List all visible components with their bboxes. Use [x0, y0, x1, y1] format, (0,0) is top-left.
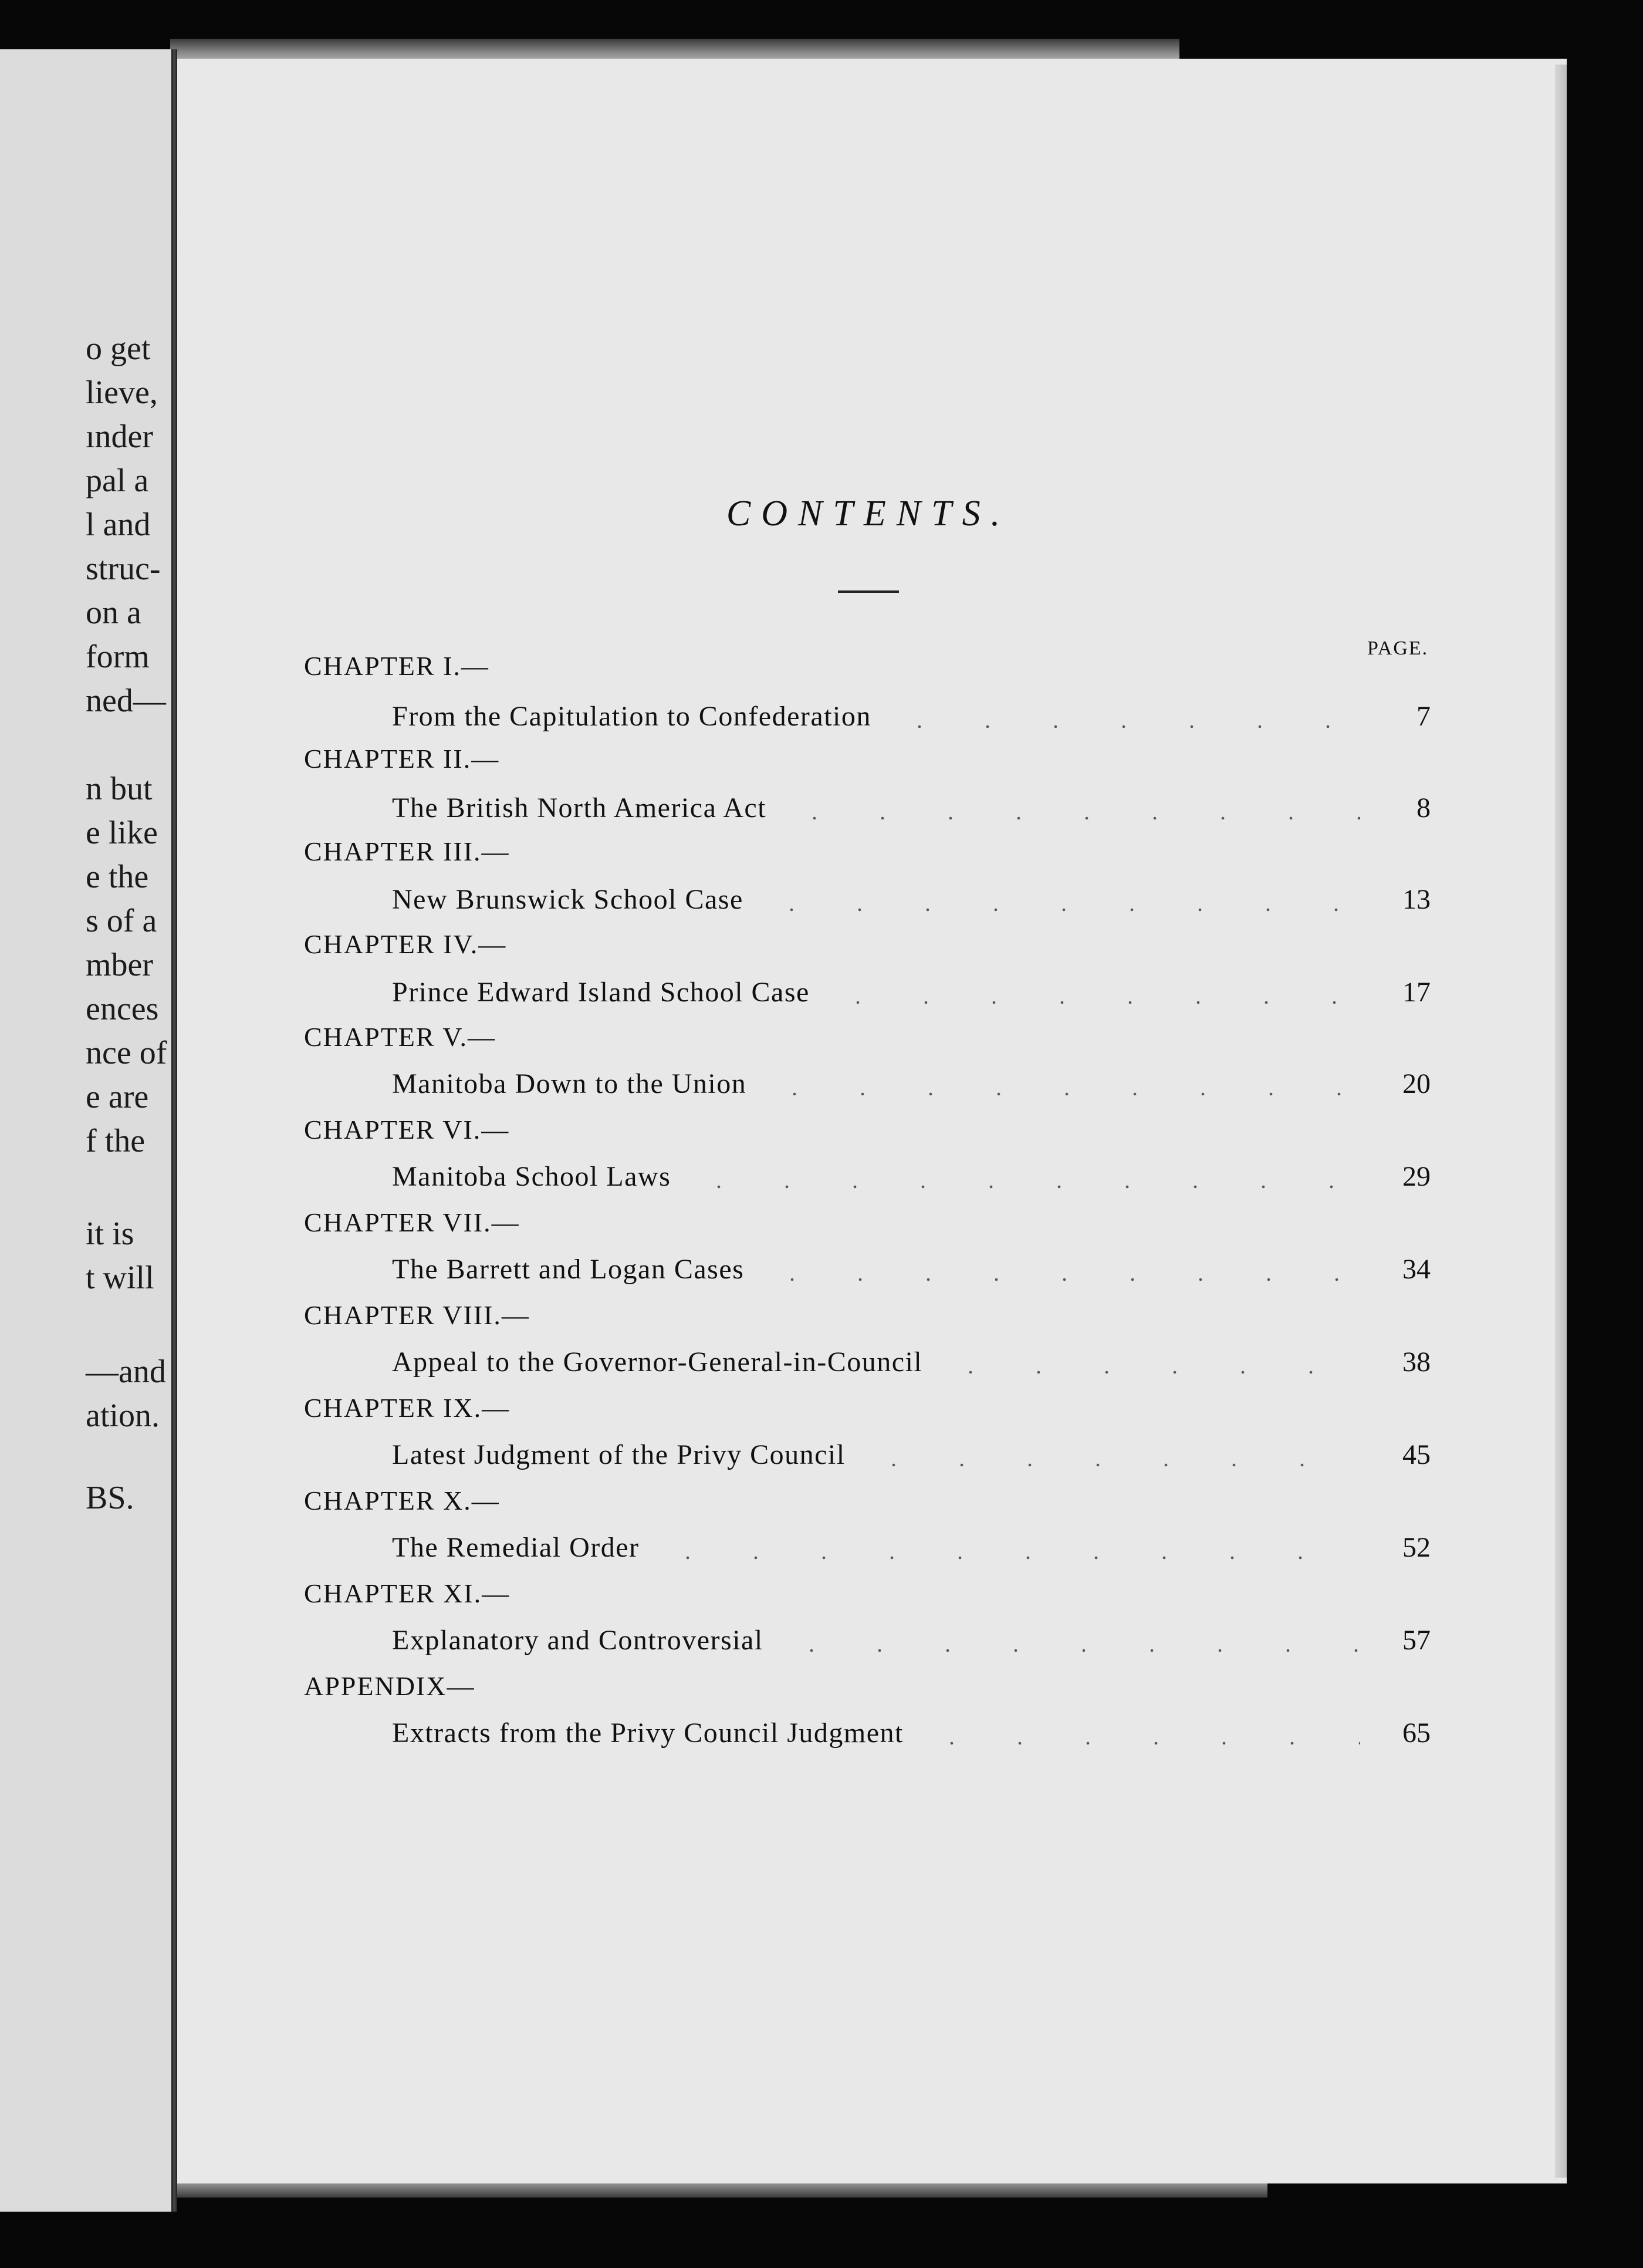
toc-entry: [392, 880, 1431, 916]
left-page-line: ınder: [86, 419, 154, 455]
left-page-line: o get: [86, 330, 151, 367]
heading-rule: [838, 590, 899, 593]
toc-entry-page: 34: [1402, 1254, 1431, 1285]
chapter-label: CHAPTER VIII.—: [304, 1300, 530, 1330]
left-page-line: ation.: [86, 1398, 160, 1434]
chapter-label: CHAPTER V.—: [304, 1022, 496, 1052]
toc-entry-page: 29: [1402, 1161, 1431, 1192]
toc-entry-page: 17: [1402, 977, 1431, 1008]
contents-heading: CONTENTS.: [726, 494, 1011, 534]
left-page-line: nce of: [86, 1035, 167, 1071]
toc-entry-title: Extracts from the Privy Council Judgment: [392, 1717, 904, 1749]
toc-entry-title: The Barrett and Logan Cases: [392, 1254, 745, 1285]
toc-entry-title: The Remedial Order: [392, 1532, 640, 1563]
dot-leader: [780, 801, 1360, 824]
toc-entry-title: Prince Edward Island School Case: [392, 977, 810, 1008]
page-gutter: [171, 49, 177, 2212]
dot-leader: [860, 1447, 1360, 1471]
left-page-line: pal a: [86, 463, 149, 499]
dot-leader: [758, 892, 1360, 916]
toc-entry: [392, 697, 1431, 733]
left-page-line: on a: [86, 595, 141, 631]
toc-entry-page: 8: [1417, 792, 1431, 824]
dot-leader: [685, 1169, 1360, 1193]
chapter-label: CHAPTER VI.—: [304, 1115, 510, 1145]
left-page-line: BS.: [86, 1480, 134, 1516]
dot-leader: [777, 1633, 1360, 1656]
chapter-label: CHAPTER I.—: [304, 651, 489, 681]
toc-entry: [392, 1621, 1431, 1656]
left-page-line: e like: [86, 815, 158, 851]
left-page-line: f the: [86, 1123, 146, 1159]
toc-entry-page: 52: [1402, 1532, 1431, 1563]
toc-entry: [392, 1528, 1431, 1564]
toc-entry: [392, 1250, 1431, 1285]
appendix-label: APPENDIX—: [304, 1671, 475, 1701]
left-page-line: mber: [86, 947, 154, 983]
left-page-line: —and: [86, 1354, 166, 1390]
left-facing-page: [0, 49, 171, 2212]
left-page-line: ned—: [86, 683, 166, 719]
left-page-line: form: [86, 639, 150, 675]
dot-leader: [918, 1726, 1360, 1749]
left-page-line: ences: [86, 991, 159, 1027]
page-column-label: PAGE.: [1367, 637, 1429, 659]
toc-entry: [392, 1065, 1431, 1100]
chapter-label: CHAPTER II.—: [304, 744, 500, 774]
dot-leader: [885, 709, 1360, 733]
dot-leader: [937, 1355, 1360, 1378]
left-page-line: l and: [86, 507, 151, 543]
left-page-line: t will: [86, 1260, 154, 1296]
toc-entry-page: 13: [1402, 884, 1431, 915]
toc-entry: [392, 1343, 1431, 1378]
toc-entry-page: 7: [1417, 701, 1431, 732]
page-edge-shadow: [1555, 65, 1567, 2178]
toc-entry-title: Latest Judgment of the Privy Council: [392, 1439, 846, 1470]
toc-entry-page: 45: [1402, 1439, 1431, 1470]
toc-entry-page: 57: [1402, 1625, 1431, 1656]
chapter-label: CHAPTER X.—: [304, 1486, 500, 1516]
chapter-label: CHAPTER VII.—: [304, 1207, 520, 1237]
toc-entry: [392, 1436, 1431, 1471]
left-page-line: e are: [86, 1079, 149, 1115]
toc-entry-title: Appeal to the Governor-General-in-Council: [392, 1346, 923, 1378]
toc-entry-page: 20: [1402, 1068, 1431, 1099]
toc-entry-title: The British North America Act: [392, 792, 767, 824]
toc-entry: [392, 1714, 1431, 1749]
left-page-line: it is: [86, 1216, 134, 1252]
toc-entry: [392, 789, 1431, 824]
chapter-label: CHAPTER III.—: [304, 836, 510, 866]
dot-leader: [654, 1540, 1361, 1564]
left-page-line: e the: [86, 859, 149, 895]
toc-entry: [392, 1157, 1431, 1193]
dot-leader: [758, 1262, 1360, 1285]
toc-entry-title: From the Capitulation to Confederation: [392, 701, 871, 732]
dot-leader: [824, 985, 1360, 1008]
chapter-label: CHAPTER XI.—: [304, 1578, 511, 1608]
chapter-label: CHAPTER IX.—: [304, 1393, 511, 1423]
toc-entry-title: Explanatory and Controversial: [392, 1625, 763, 1656]
chapter-label: CHAPTER IV.—: [304, 929, 507, 959]
left-page-line: lieve,: [86, 374, 158, 411]
left-page-line: s of a: [86, 903, 157, 939]
dot-leader: [760, 1076, 1360, 1100]
left-page-line: struc-: [86, 551, 161, 587]
toc-entry-page: 65: [1402, 1717, 1431, 1749]
toc-entry-page: 38: [1402, 1346, 1431, 1378]
left-page-line: n but: [86, 771, 153, 807]
toc-entry: [392, 973, 1431, 1008]
toc-entry-title: Manitoba Down to the Union: [392, 1068, 747, 1099]
toc-entry-title: Manitoba School Laws: [392, 1161, 671, 1192]
toc-entry-title: New Brunswick School Case: [392, 884, 743, 915]
